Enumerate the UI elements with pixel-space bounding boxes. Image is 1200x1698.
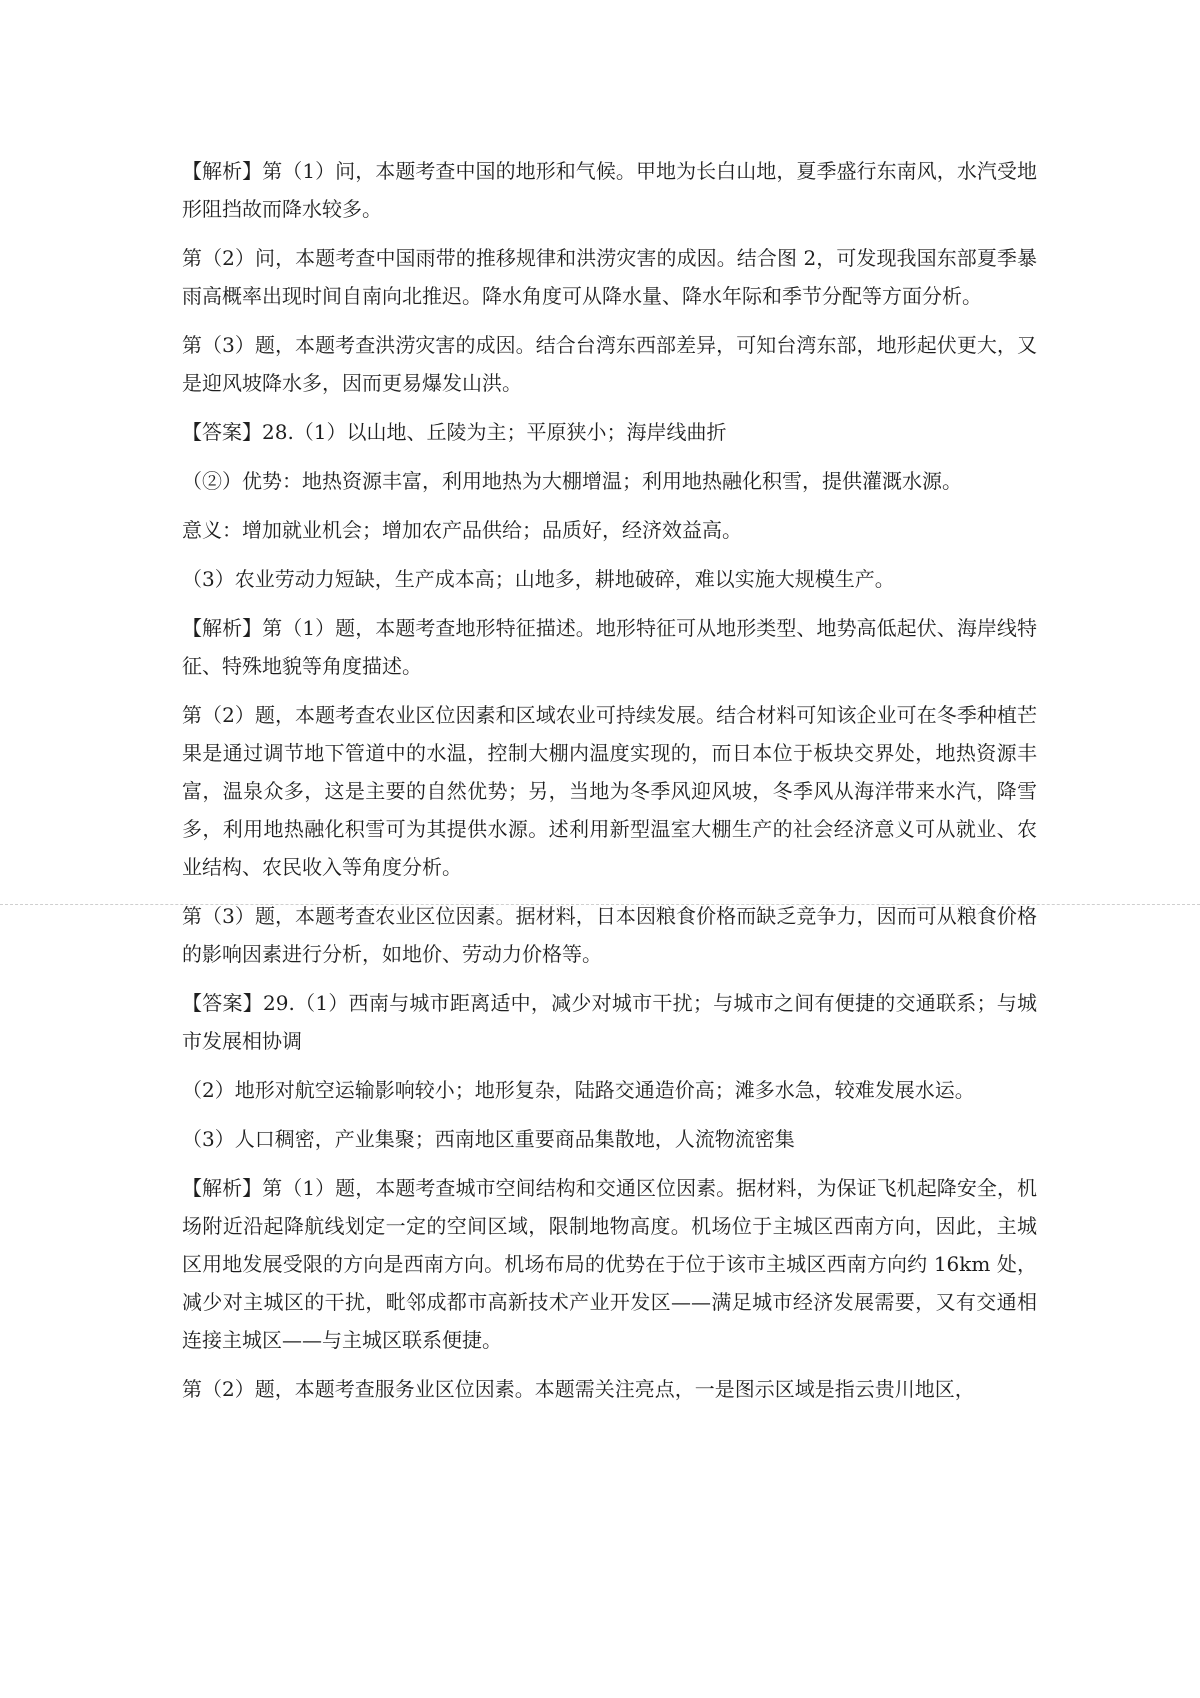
answer-q28-part2-advantage: （②）优势：地热资源丰富，利用地热为大棚增温；利用地热融化积雪，提供灌溉水源。 bbox=[182, 469, 962, 493]
analysis-q27-part2: 第（2）问，本题考查中国雨带的推移规律和洪涝灾害的成因。结合图 2，可发现我国东部夏季暴雨高概率出现时间自南向北推迟。降水角度可从降水量、降水年际和季节分配等方面分析。 bbox=[182, 246, 1037, 308]
analysis-q27-part3: 第（3）题，本题考查洪涝灾害的成因。结合台湾东西部差异，可知台湾东部，地形起伏更大，又是迎风坡降水多，因而更易爆发山洪。 bbox=[182, 333, 1037, 395]
analysis-q28-part1: 【解析】第（1）题，本题考查地形特征描述。地形特征可从地形类型、地势高低起伏、海岸线特征、特殊地貌等角度描述。 bbox=[182, 616, 1037, 678]
analysis-q29-part1: 【解析】第（1）题，本题考查城市空间结构和交通区位因素。据材料，为保证飞机起降安全，机场附近沿起降航线划定一定的空间区域，限制地物高度。机场位于主城区西南方向，因此，主城区用地发展受限的方向是西南方向。机场布局的优势在于位于该市主城区西南方向约 16km 处，减少对主城区的干扰，毗邻成都市高新技术产业开发区——满足城市经济发展需要，又有交通相连接主城区——与主城区联系便捷。 bbox=[182, 1176, 1037, 1352]
analysis-q29-part2: 第（2）题，本题考查服务业区位因素。本题需关注亮点，一是图示区域是指云贵川地区， bbox=[182, 1377, 975, 1401]
answer-q29-part1: 【答案】29.（1）西南与城市距离适中，减少对城市干扰；与城市之间有便捷的交通联系；与城市发展相协调 bbox=[182, 991, 1037, 1053]
document-body bbox=[182, 152, 1037, 1419]
analysis-q28-part2: 第（2）题，本题考查农业区位因素和区域农业可持续发展。结合材料可知该企业可在冬季种植芒果是通过调节地下管道中的水温，控制大棚内温度实现的，而日本位于板块交界处，地热资源丰富，温泉众多，这是主要的自然优势；另，当地为冬季风迎风坡，冬季风从海洋带来水汽，降雪多，利用地热融化积雪可为其提供水源。述利用新型温室大棚生产的社会经济意义可从就业、农业结构、农民收入等角度分析。 bbox=[182, 703, 1037, 879]
analysis-q27-part1: 【解析】第（1）问，本题考查中国的地形和气候。甲地为长白山地，夏季盛行东南风，水汽受地形阻挡故而降水较多。 bbox=[182, 159, 1037, 221]
analysis-q28-part3: 第（3）题，本题考查农业区位因素。据材料，日本因粮食价格而缺乏竞争力，因而可从粮食价格的影响因素进行分析，如地价、劳动力价格等。 bbox=[182, 904, 1037, 966]
answer-q28-part3: （3）农业劳动力短缺，生产成本高；山地多，耕地破碎，难以实施大规模生产。 bbox=[182, 567, 895, 591]
answer-q28-part1: 【答案】28.（1）以山地、丘陵为主；平原狭小；海岸线曲折 bbox=[182, 420, 727, 444]
answer-q28-part2-significance: 意义：增加就业机会；增加农产品供给；品质好，经济效益高。 bbox=[182, 518, 742, 542]
answer-q29-part2: （2）地形对航空运输影响较小；地形复杂，陆路交通造价高；滩多水急，较难发展水运。 bbox=[182, 1078, 975, 1102]
answer-q29-part3: （3）人口稠密，产业集聚；西南地区重要商品集散地，人流物流密集 bbox=[182, 1127, 795, 1151]
